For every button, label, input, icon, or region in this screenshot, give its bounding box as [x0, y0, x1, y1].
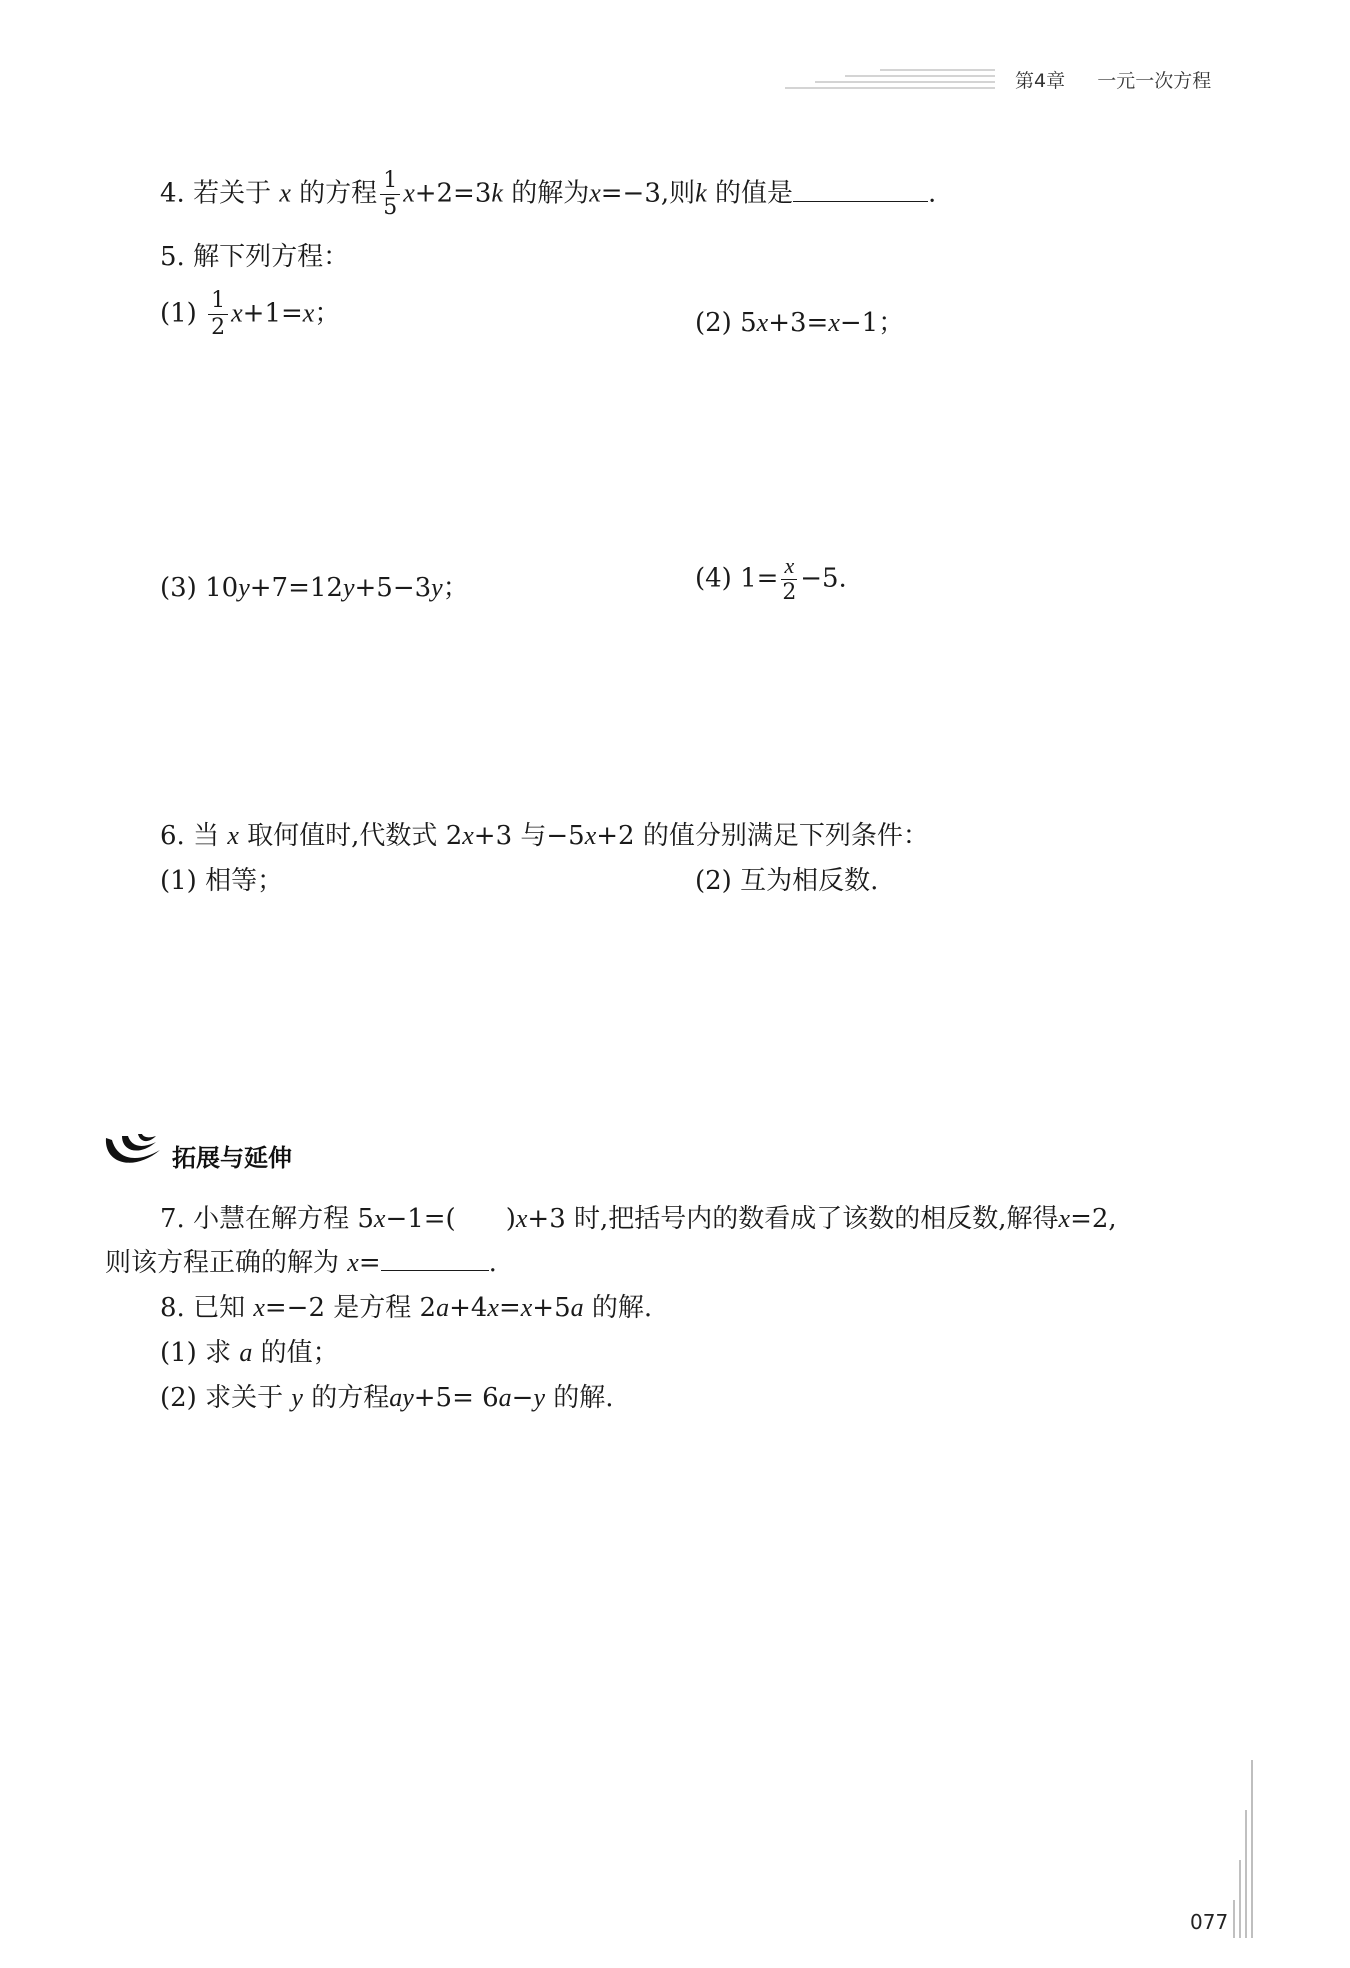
chapter-title: 一元一次方程 [1097, 70, 1212, 92]
fraction-one-half: $\frac{1}{2}$ [208, 290, 228, 339]
question-5-part-3: (3) 10y+7=12y+5−3y； [160, 573, 469, 603]
chapter-label: 第4章 [1015, 70, 1066, 92]
section-swirl-icon [100, 1128, 166, 1176]
page-number: 077 [1190, 1910, 1229, 1934]
question-8: 8. 已知 x=−2 是方程 2a+4x=x+5a 的解. [160, 1293, 653, 1323]
fraction-one-fifth: $\frac{1}{5}$ [380, 170, 400, 219]
question-7-line-2: 则该方程正确的解为 x= . [105, 1248, 497, 1278]
question-5-title: 5. 解下列方程： [160, 242, 350, 272]
question-7-line-1: 7. 小慧在解方程 5x−1=( )x+3 时,把括号内的数看成了该数的相反数,解得x=2, [160, 1204, 1117, 1234]
question-6: 6. 当 x 取何值时,代数式 2x+3 与−5x+2 的值分别满足下列条件： [160, 821, 929, 851]
answer-blank-4[interactable] [793, 177, 928, 202]
question-4: 4. 若关于 x 的方程 $\frac{1}{5}$ x+2=3k 的解为x=−3,则k 的值是 . [160, 168, 937, 220]
running-header [1015, 66, 1211, 93]
answer-blank-7[interactable] [381, 1246, 489, 1271]
header-decor-lines [785, 56, 1000, 90]
question-5-part-1: (1) $\frac{1}{2}$ x+1=x； [160, 288, 341, 340]
section-title: 拓展与延伸 [172, 1144, 292, 1172]
question-8-part-2: (2) 求关于 y 的方程ay+5= 6a−y 的解. [160, 1383, 614, 1413]
footer-decor-lines [1232, 1760, 1256, 1940]
question-8-part-1: (1) 求 a 的值； [160, 1338, 339, 1368]
question-5-part-4: (4) 1= $\frac{x}{2}$ −5. [695, 553, 847, 605]
question-5-part-2: (2) 5x+3=x−1； [695, 308, 905, 338]
fraction-x-over-2: $\frac{x}{2}$ [782, 553, 797, 605]
question-6-part-2: (2) 互为相反数. [695, 866, 879, 896]
question-6-part-1: (1) 相等； [160, 866, 284, 896]
